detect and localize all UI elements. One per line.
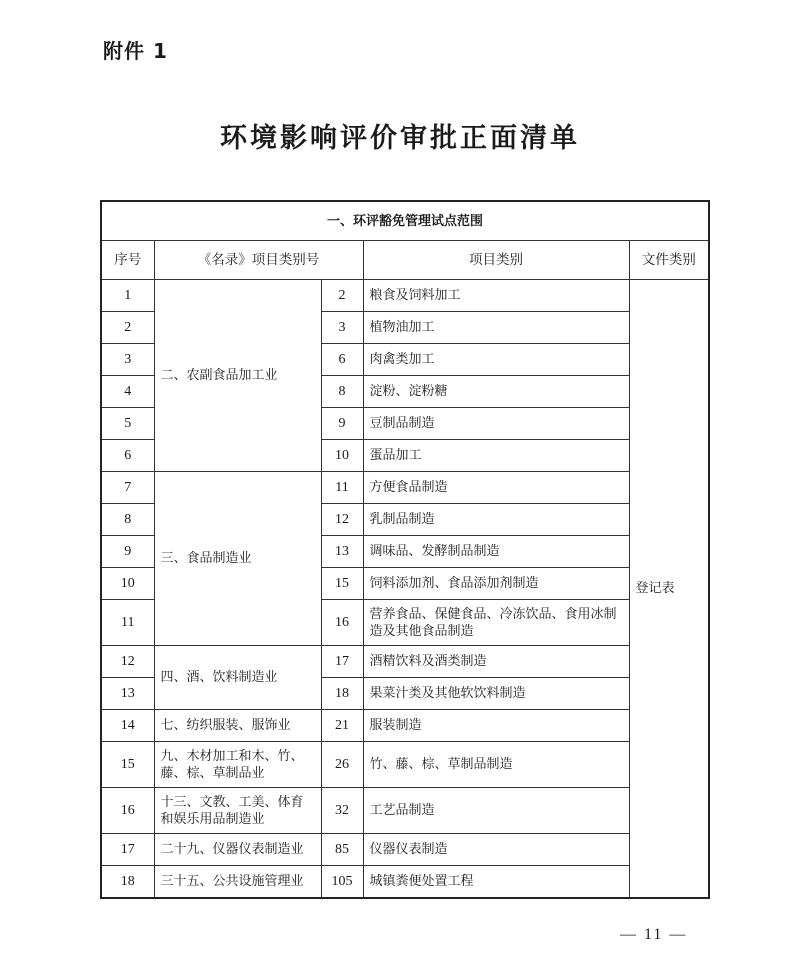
catalog-code-cell: 18 (321, 678, 363, 710)
seq-cell: 14 (101, 710, 154, 742)
catalog-code-cell: 2 (321, 280, 363, 312)
catalog-code-cell: 13 (321, 536, 363, 568)
catalog-code-cell: 9 (321, 408, 363, 440)
project-cell: 酒精饮料及酒类制造 (363, 646, 629, 678)
table-row (101, 280, 709, 312)
header-project: 项目类别 (363, 241, 629, 280)
seq-cell: 15 (101, 742, 154, 788)
header-file-type: 文件类别 (629, 241, 709, 280)
approval-list-table (100, 200, 710, 899)
category-cell: 七、纺织服装、服饰业 (154, 710, 321, 742)
seq-cell: 17 (101, 834, 154, 866)
project-cell: 淀粉、淀粉糖 (363, 376, 629, 408)
seq-cell: 12 (101, 646, 154, 678)
project-cell: 服装制造 (363, 710, 629, 742)
project-cell: 果菜汁类及其他软饮料制造 (363, 678, 629, 710)
category-cell: 三、食品制造业 (154, 472, 321, 646)
catalog-code-cell: 11 (321, 472, 363, 504)
project-cell: 粮食及饲料加工 (363, 280, 629, 312)
catalog-code-cell: 17 (321, 646, 363, 678)
table-row (101, 866, 709, 898)
project-cell: 工艺品制造 (363, 788, 629, 834)
project-cell: 仪器仪表制造 (363, 834, 629, 866)
seq-cell: 16 (101, 788, 154, 834)
catalog-code-cell: 85 (321, 834, 363, 866)
catalog-code-cell: 8 (321, 376, 363, 408)
project-cell: 城镇粪便处置工程 (363, 866, 629, 898)
table-row (101, 834, 709, 866)
seq-cell: 7 (101, 472, 154, 504)
seq-cell: 11 (101, 600, 154, 646)
project-cell: 乳制品制造 (363, 504, 629, 536)
seq-cell: 8 (101, 504, 154, 536)
category-cell: 二十九、仪器仪表制造业 (154, 834, 321, 866)
catalog-code-cell: 26 (321, 742, 363, 788)
category-cell: 十三、文教、工美、体育和娱乐用品制造业 (154, 788, 321, 834)
catalog-code-cell: 32 (321, 788, 363, 834)
table-row (101, 646, 709, 678)
catalog-code-cell: 15 (321, 568, 363, 600)
table-row (101, 742, 709, 788)
project-cell: 植物油加工 (363, 312, 629, 344)
table-body (101, 280, 709, 898)
page-number: — 11 — (620, 926, 688, 943)
seq-cell: 4 (101, 376, 154, 408)
column-header-row (101, 241, 709, 280)
table-row (101, 472, 709, 504)
catalog-code-cell: 12 (321, 504, 363, 536)
attachment-label: 附件 1 (103, 39, 168, 63)
catalog-code-cell: 3 (321, 312, 363, 344)
catalog-code-cell: 10 (321, 440, 363, 472)
category-cell: 四、酒、饮料制造业 (154, 646, 321, 710)
table-row (101, 710, 709, 742)
catalog-code-cell: 6 (321, 344, 363, 376)
seq-cell: 9 (101, 536, 154, 568)
project-cell: 蛋品加工 (363, 440, 629, 472)
seq-cell: 1 (101, 280, 154, 312)
project-cell: 竹、藤、棕、草制品制造 (363, 742, 629, 788)
seq-cell: 6 (101, 440, 154, 472)
section-header-row (101, 201, 709, 241)
project-cell: 调味品、发酵制品制造 (363, 536, 629, 568)
seq-cell: 5 (101, 408, 154, 440)
category-cell: 三十五、公共设施管理业 (154, 866, 321, 898)
project-cell: 肉禽类加工 (363, 344, 629, 376)
seq-cell: 13 (101, 678, 154, 710)
table-row (101, 788, 709, 834)
seq-cell: 18 (101, 866, 154, 898)
project-cell: 饲料添加剂、食品添加剂制造 (363, 568, 629, 600)
catalog-code-cell: 105 (321, 866, 363, 898)
seq-cell: 3 (101, 344, 154, 376)
catalog-code-cell: 16 (321, 600, 363, 646)
header-seq: 序号 (101, 241, 154, 280)
header-catalog: 《名录》项目类别号 (154, 241, 363, 280)
catalog-code-cell: 21 (321, 710, 363, 742)
section-title: 一、环评豁免管理试点范围 (101, 201, 709, 241)
project-cell: 营养食品、保健食品、冷冻饮品、食用冰制造及其他食品制造 (363, 600, 629, 646)
project-cell: 方便食品制造 (363, 472, 629, 504)
file-type-cell: 登记表 (629, 280, 709, 898)
document-title: 环境影响评价审批正面清单 (220, 123, 580, 154)
project-cell: 豆制品制造 (363, 408, 629, 440)
seq-cell: 2 (101, 312, 154, 344)
seq-cell: 10 (101, 568, 154, 600)
category-cell: 九、木材加工和木、竹、藤、棕、草制品业 (154, 742, 321, 788)
category-cell: 二、农副食品加工业 (154, 280, 321, 472)
